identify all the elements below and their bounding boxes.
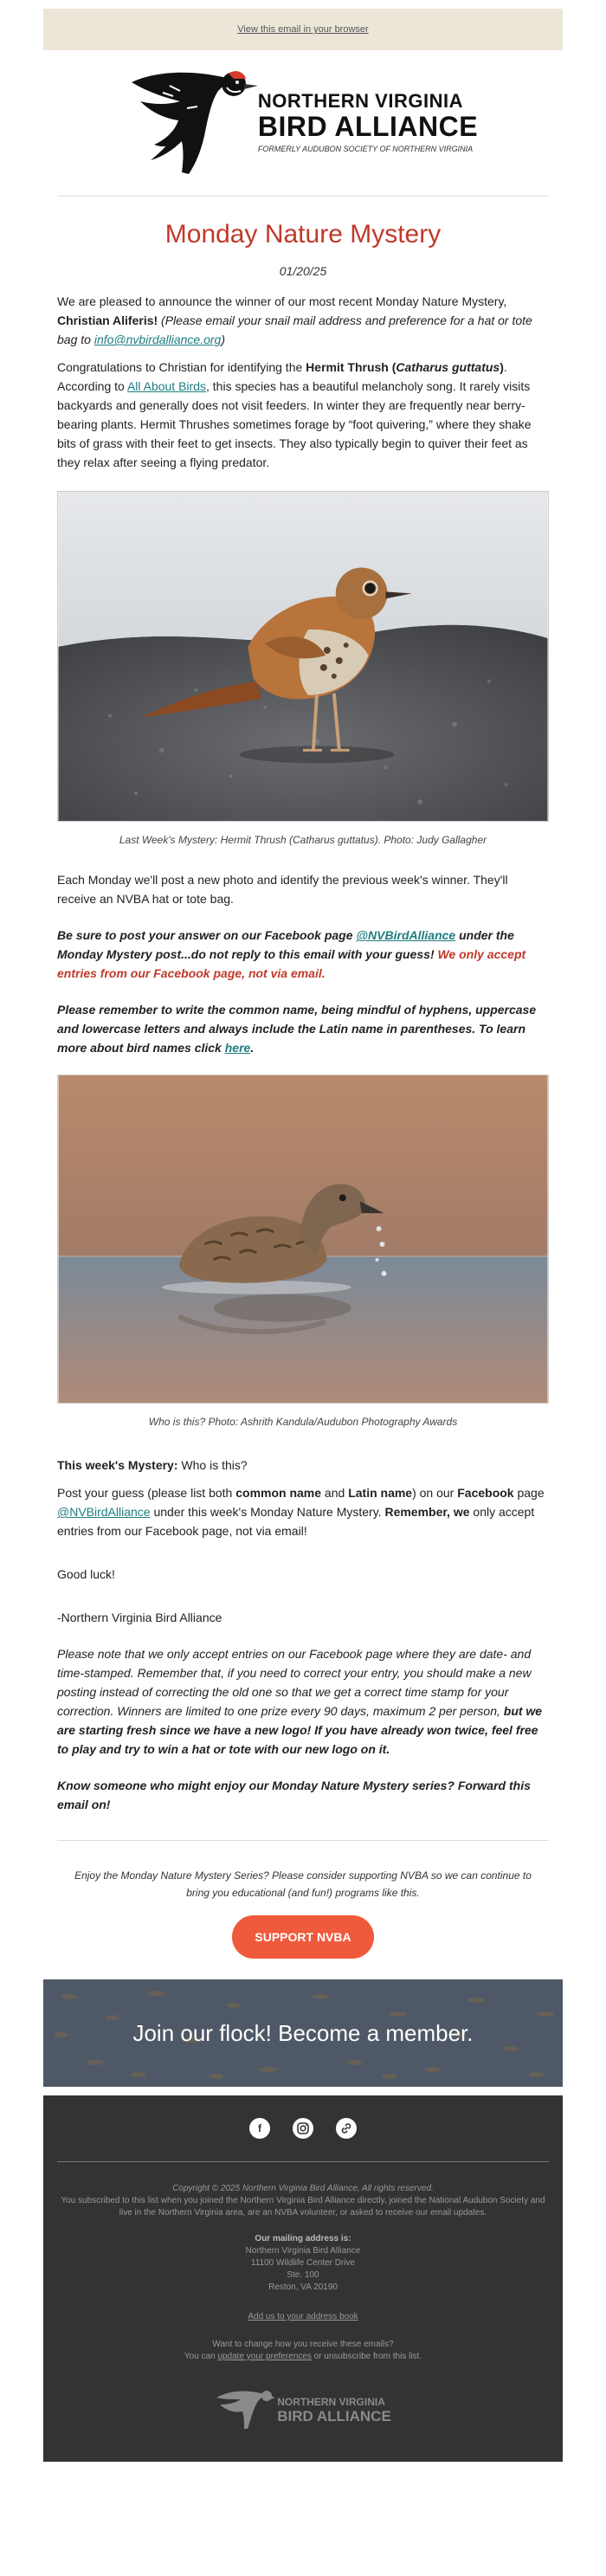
membership-banner[interactable] [43, 1979, 563, 2087]
footer-logo-line-1: NORTHERN VIRGINIA [277, 2395, 385, 2408]
social-links [43, 2118, 563, 2139]
footer-logo[interactable] [43, 2384, 563, 2436]
article-body [43, 217, 563, 1814]
mystery-section [57, 1456, 549, 1814]
facebook-page-link-2[interactable]: @NVBirdAlliance [57, 1505, 151, 1519]
good-luck-text: Good luck! [57, 1567, 115, 1581]
footer-legal [43, 2183, 563, 2219]
this-week-mystery: This week's Mystery: Who is this? [57, 1458, 248, 1472]
facebook-icon[interactable]: f [249, 2118, 270, 2139]
all-about-birds-link[interactable]: All About Birds [126, 379, 206, 393]
rules-note: Please note that we only accept entries on our Facebook page where they are date- and time-stamped. Remember that, if you need to correct your entry, you should make a new posting instead of correcting the old one so that we get a correct time stamp for your correction. Winners are limited to one prize every 90 days, maximum 2 per person, but we are starting fresh since we have a new logo! If you have already won twice, feel free to play and try to win a hat or tote with our new logo on it. [57, 1647, 543, 1756]
hermit-thrush-photo [57, 491, 549, 822]
logo-line-2: BIRD ALLIANCE [257, 111, 479, 142]
woodpecker-logo-icon [128, 67, 258, 179]
address-line-4: Reston, VA 20190 [268, 2282, 338, 2292]
mailing-label: Our mailing address is: [255, 2234, 351, 2244]
footer-logo-line-2: BIRD ALLIANCE [277, 2407, 391, 2424]
thrush-photo-block [57, 491, 549, 848]
footer-logo-text [277, 2396, 391, 2424]
support-text: Enjoy the Monday Nature Mystery Series? Please consider supporting NVBA so we can continue to bring you educational (and fun!) programs like this. [74, 1869, 532, 1899]
footer [43, 2095, 563, 2462]
support-nvba-button[interactable]: SUPPORT NVBA [232, 1915, 373, 1959]
email-container [43, 9, 563, 2474]
footer-divider [57, 2161, 549, 2162]
species-paragraph: Congratulations to Christian for identifying the Hermit Thrush (Catharus guttatus). According to All About Birds, this species has a beautiful melancholy song. It rarely visits backyards and generally does not visit feeders. In winter they are frequently near berry-bearing plants. Hermit Thrushes sometimes forage by “foot quivering,” where they shake bits of grass with their feet to get insects. They also typically begin to quiver their feet as they relax after seeing a flying predator. [57, 360, 532, 469]
rules-section [57, 870, 549, 1057]
signature-text: -Northern Virginia Bird Alliance [57, 1611, 222, 1624]
intro-section [57, 292, 549, 472]
subscription-reason: You subscribed to this list when you joined the Northern Virginia Bird Alliance directly, joined the National Audubon Society and live in the Northern Virginia area, are an NVBA volunteer, or asked to receive our email updates. [61, 2196, 545, 2218]
address-line-2: 11100 Wildlife Center Drive [250, 2258, 356, 2268]
add-address-book-link[interactable]: Add us to your address book [248, 2312, 358, 2321]
change-answer: You can update your preferences or unsubscribe from this list. [184, 2352, 422, 2361]
view-in-browser-link[interactable]: View this email in your browser [237, 24, 369, 35]
weekly-info-paragraph: Each Monday we'll post a new photo and identify the previous week's winner. They'll receive an NVBA hat or tote bag. [57, 873, 508, 906]
mystery-bird-photo [57, 1075, 549, 1404]
winner-paragraph: We are pleased to announce the winner of our most recent Monday Nature Mystery, Christian Aliferis! (Please email your snail mail address and preference for a hat or tote bag to info@nvbirdalliance.org) [57, 294, 532, 346]
address-line-1: Northern Virginia Bird Alliance [245, 2246, 361, 2256]
photo-caption-mystery: Who is this? Photo: Ashrith Kandula/Audubon Photography Awards [148, 1416, 458, 1428]
photo-caption-thrush: Last Week's Mystery: Hermit Thrush (Catharus guttatus). Photo: Judy Gallagher [119, 834, 487, 846]
logo-tagline: FORMERLY AUDUBON SOCIETY OF NORTHERN VIRGINIA [257, 145, 474, 153]
header-divider [57, 196, 549, 197]
article-date: 01/20/25 [279, 264, 327, 278]
update-preferences-link[interactable]: update your preferences [217, 2352, 312, 2361]
preheader-bar [43, 9, 563, 50]
address-line-3: Ste. 100 [287, 2270, 319, 2280]
winner-name: Christian Aliferis! [57, 313, 158, 327]
naming-instructions: Please remember to write the common name, being mindful of hyphens, uppercase and lowercase letters and always include the Latin name in parentheses. To learn more about bird names click here. [57, 1003, 537, 1055]
heron-logo-icon [215, 2384, 275, 2436]
logo-line-1: NORTHERN VIRGINIA [257, 90, 463, 112]
logo-text [258, 91, 478, 155]
support-section [43, 1841, 563, 1959]
species-name: Hermit Thrush (Catharus guttatus) [306, 360, 504, 374]
mailing-address [43, 2233, 563, 2294]
link-icon[interactable] [336, 2118, 357, 2139]
brand-logo[interactable] [128, 67, 478, 179]
preferences-section [43, 2339, 563, 2363]
forward-prompt: Know someone who might enjoy our Monday Nature Mystery series? Forward this email on! [57, 1779, 531, 1811]
bottom-spacer [43, 2462, 563, 2474]
facebook-instructions: Be sure to post your answer on our Facebook page @NVBirdAlliance under the Monday Mystery post...do not reply to this email with your guess! We only accept entries from our Facebook page, not via email. [57, 928, 526, 980]
membership-banner-text: Join our flock! Become a member. [132, 2019, 474, 2046]
info-email-link[interactable]: info@nvbirdalliance.org [93, 332, 222, 346]
logo-area [43, 50, 563, 196]
mystery-photo-block [57, 1075, 549, 1430]
bird-names-link[interactable]: here [224, 1041, 251, 1055]
facebook-page-link[interactable]: @NVBirdAlliance [356, 928, 456, 942]
page-title: Monday Nature Mystery [164, 220, 442, 249]
entries-warning: We only accept entries from our Facebook page, not via email. [57, 947, 526, 980]
post-guess-paragraph: Post your guess (please list both common name and Latin name) on our Facebook page @NVBirdAlliance under this week's Monday Nature Mystery. Remember, we only accept entries from our Facebook page, not via email! [57, 1486, 545, 1538]
change-question: Want to change how you receive these emails? [212, 2340, 394, 2349]
instagram-icon[interactable] [293, 2118, 313, 2139]
copyright-text: Copyright © 2025 Northern Virginia Bird Alliance, All rights reserved. [172, 2184, 434, 2193]
